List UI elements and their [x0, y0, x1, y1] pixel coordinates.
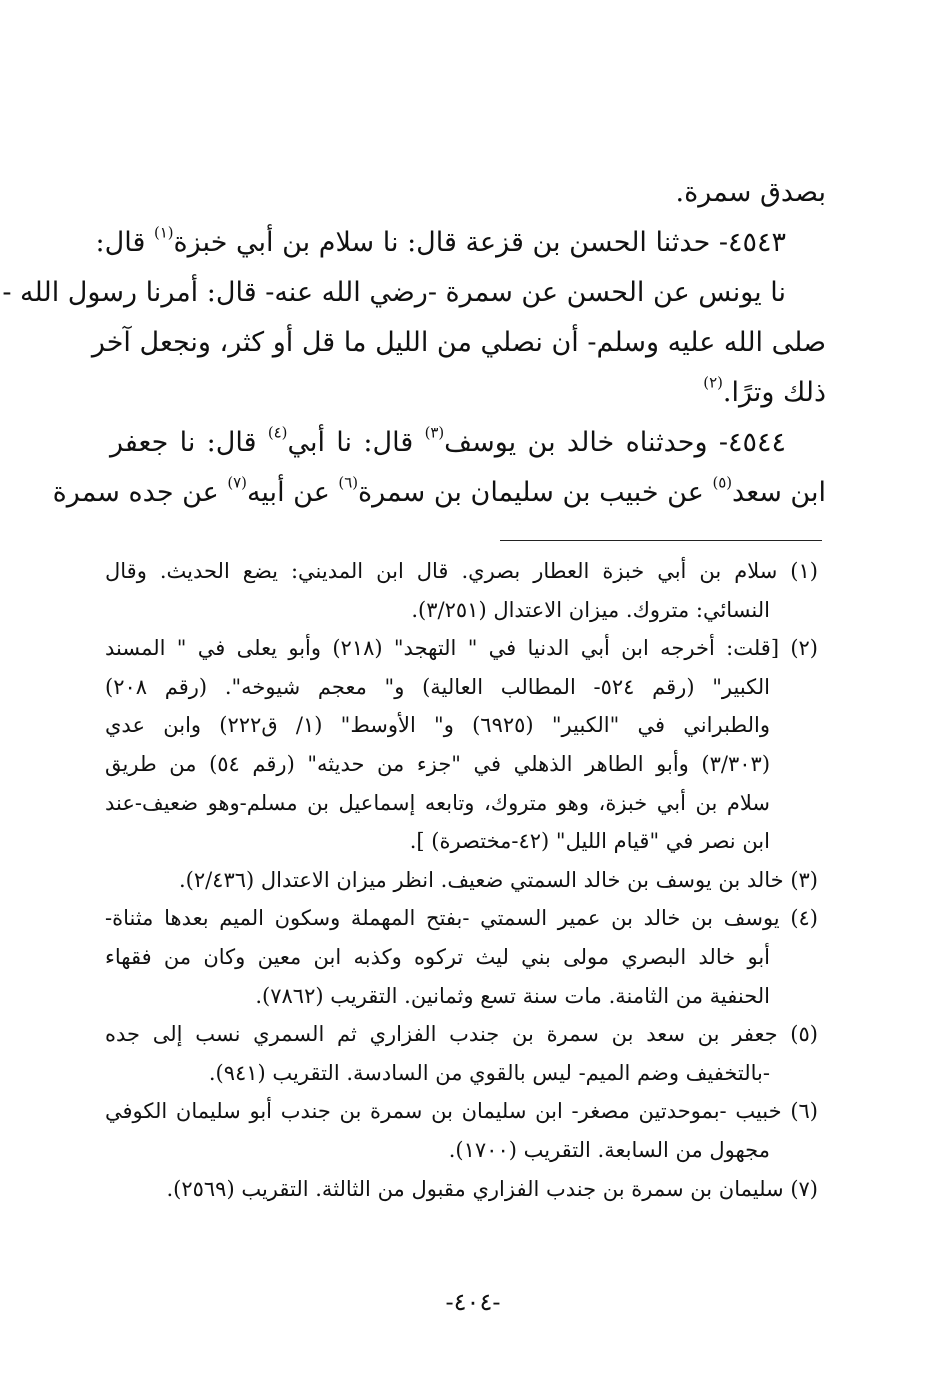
footnote-2-cont: ابن نصر في "قيام الليل" (٤٢-مختصرة) ].: [409, 829, 770, 854]
footnote-1: (١) سلام بن أبي خبزة العطار بصري. قال ابن المديني: يضع الحديث. وقال: [105, 559, 818, 583]
text-segment: عن جده سمرة: [52, 477, 228, 508]
hadith-4543-line: [95, 218, 826, 268]
text-segment: ابن سعد: [732, 477, 826, 508]
footnote-6: (٦) خبيب -بموحدتين مصغر- ابن سليمان بن سمرة بن جندب أبو سليمان الكوفي: [105, 1099, 818, 1124]
footnote-2: (٢) [قلت: أخرجه ابن أبي الدنيا في " التهجد" (٢١٨) وأبو يعلى في " المسند: [105, 636, 818, 661]
footnote-5-cont: -بالتخفيف وضم الميم- ليس بالقوي من السادسة. التقريب (٩٤١).: [208, 1060, 770, 1085]
footnote-2-cont: والطبراني في "الكبير" (٦٩٢٥) و" الأوسط" (١/ ق٢٢٢) وابن عدي: [105, 713, 771, 738]
footnote-separator: [500, 540, 822, 541]
footnote-4: (٤) يوسف بن خالد بن عمير السمتي -بفتح المهملة وسكون الميم بعدها مثناة-: [105, 906, 818, 931]
footnote-2-cont: الكبير" (رقم ٥٢٤- المطالب العالية) و" معجم شيوخه". (رقم ٢٠٨): [105, 674, 770, 699]
footnote-1-cont: النسائي: متروك. ميزان الاعتدال (٣/٢٥١).: [411, 597, 770, 622]
footnote-6-cont: مجهول من السابعة. التقريب (١٧٠٠).: [448, 1137, 770, 1162]
footnote-7: (٧) سليمان بن سمرة بن جندب الفزاري مقبول من الثالثة. التقريب (٢٥٦٩).: [166, 1176, 818, 1201]
text-line: [110, 368, 826, 418]
page-number: -٤٠٤-: [445, 1288, 501, 1316]
text-line: [52, 468, 826, 518]
text-line: صلى الله عليه وسلم- أن نصلي من الليل ما قل أو كثر، ونجعل آخر: [91, 327, 826, 358]
footnote-4-cont: الحنفية من الثامنة. مات سنة تسع وثمانين. التقريب (٧٨٦٢).: [255, 983, 770, 1008]
footnotes: [105, 552, 818, 1208]
text-line: بصدق سمرة.: [675, 177, 826, 208]
footnote-ref-1: (١): [153, 223, 174, 242]
text-segment: قال: نا أبي: [287, 427, 425, 458]
text-segment: قال:: [95, 227, 154, 258]
hadith-4544-text: ٤٥٤٤- وحدثناه خالد بن يوسف: [444, 427, 786, 458]
footnote-ref-3: (٣): [424, 423, 445, 442]
hadith-4544-line: [110, 418, 826, 468]
footnote-ref-7: (٧): [227, 473, 247, 492]
text-line: نا يونس عن الحسن عن سمرة -رضي الله عنه- قال: أمرنا رسول الله -: [2, 277, 786, 308]
footnote-ref-6: (٦): [338, 473, 358, 492]
footnote-ref-5: (٥): [712, 473, 733, 492]
text-segment: عن خبيب بن سليمان بن سمرة: [357, 477, 713, 508]
text-segment: قال: نا جعفر: [110, 427, 268, 458]
footnote-5: (٥) جعفر بن سعد بن سمرة بن جندب الفزاري ثم السمري نسب إلى جده: [105, 1022, 818, 1047]
footnote-3: (٣) خالد بن يوسف بن خالد السمتي ضعيف. انظر ميزان الاعتدال (٢/٤٣٦).: [178, 867, 818, 892]
footnote-ref-4: (٤): [267, 423, 288, 442]
footnote-4-cont: أبو خالد البصري مولى بني ليث تركوه وكذبه ابن معين وكان من فقهاء: [105, 944, 770, 969]
hadith-4543-text: ٤٥٤٣- حدثنا الحسن بن قزعة قال: نا سلام بن أبي خبزة: [173, 227, 786, 258]
footnote-2-cont: (٣/٣٠٣) وأبو الطاهر الذهلي في "جزء من حديثه" (رقم ٥٤) من طريق: [105, 751, 771, 776]
main-text: [2, 168, 826, 518]
footnote-ref-2: (٢): [703, 373, 723, 392]
footnote-2-cont: سلام بن أبي خبزة، وهو متروك، وتابعه إسماعيل بن مسلم-وهو ضعيف-عند: [105, 790, 770, 815]
text-segment: عن أبيه: [246, 477, 339, 508]
text-segment: ذلك وترًا.: [722, 377, 826, 408]
